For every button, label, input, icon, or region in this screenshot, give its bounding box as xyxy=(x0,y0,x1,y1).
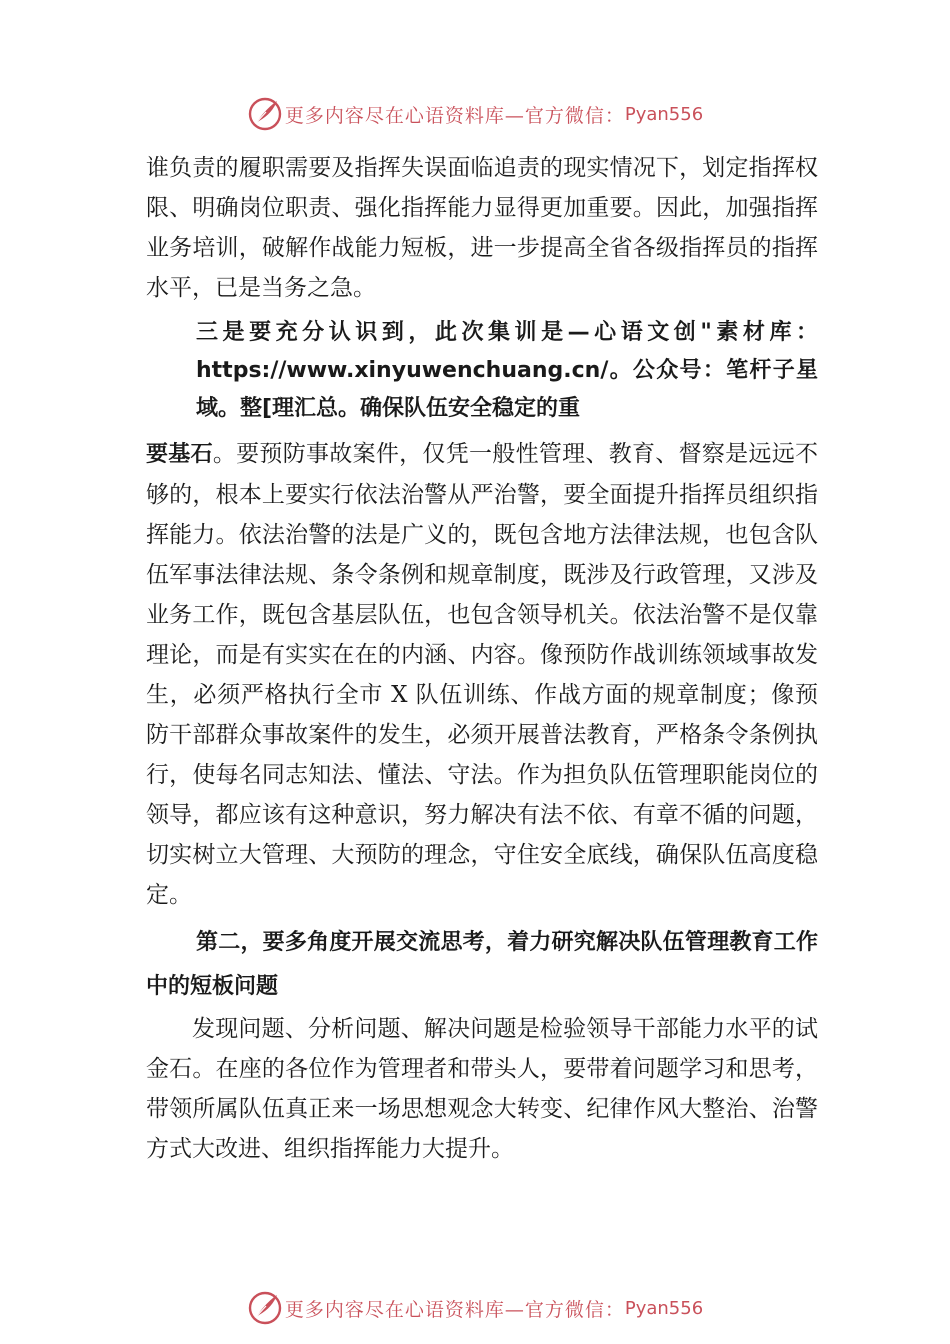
paragraph-2 xyxy=(146,434,818,915)
paragraph-2-text: 。要预防事故案件，仅凭一般性管理、教育、督察是远远不够的，根本上要实行依法治警从严治警，要全面提升指挥员组织指挥能力。依法治警的法是广义的，既包含地方法律法规，也包含队伍军事法律法规、条令条例和规章制度，既涉及行政管理，又涉及业务工作，既包含基层队伍，也包含领导机关。依法治警不是仅靠理论，而是有实实在在的内涵、内容。像预防作战训练领域事故发生，必须严格执行全市 X 队伍训练、作战方面的规章制度；像预防干部群众事故案件的发生，必须开展普法教育，严格条令条例执行，使每名同志知法、懂法、守法。作为担负队伍管理职能岗位的领导，都应该有这种意识，努力解决有法不依、有章不循的问题，切实树立大管理、大预防的理念，守住安全底线，确保队伍高度稳定。 xyxy=(146,441,818,908)
paragraph-3: 发现问题、分析问题、解决问题是检验领导干部能力水平的试金石。在座的各位作为管理者和带头人，要带着问题学习和思考，带领所属队伍真正来一场思想观念大转变、纪律作风大整治、治警方式大改进、组织指挥能力大提升。 xyxy=(146,1016,818,1162)
footer-wechat-id: Pyan556 xyxy=(624,1297,704,1319)
header-banner-text: 更多内容尽在心语资料库—官方微信： xyxy=(284,104,625,127)
header-banner xyxy=(0,92,950,136)
paragraph-2-lead: 要基石 xyxy=(146,442,213,467)
section-heading-2: 第二，要多角度开展交流思考，着力研究解决队伍管理教育工作中的短板问题 xyxy=(146,930,818,999)
paragraph-1: 谁负责的履职需要及指挥失误面临追责的现实情况下，划定指挥权限、明确岗位职责、强化指挥能力显得更加重要。因此，加强指挥业务培训，破解作战能力短板，进一步提高全省各级指挥员的指挥水平，已是当务之急。 xyxy=(146,155,818,301)
bold-watermark-paragraph: 三是要充分认识到，此次集训是—心语文创"素材库：https://www.xinyuwenchuang.cn/。公众号：笔杆子星域。整[理汇总。确保队伍安全稳定的重 xyxy=(196,320,818,421)
header-wechat-id: Pyan556 xyxy=(624,103,704,125)
quill-pen-circle-icon xyxy=(247,1290,283,1326)
footer-banner xyxy=(0,1286,950,1330)
quill-pen-circle-icon xyxy=(247,96,283,132)
document-body xyxy=(146,148,818,1169)
footer-banner-text: 更多内容尽在心语资料库—官方微信： xyxy=(284,1298,625,1321)
